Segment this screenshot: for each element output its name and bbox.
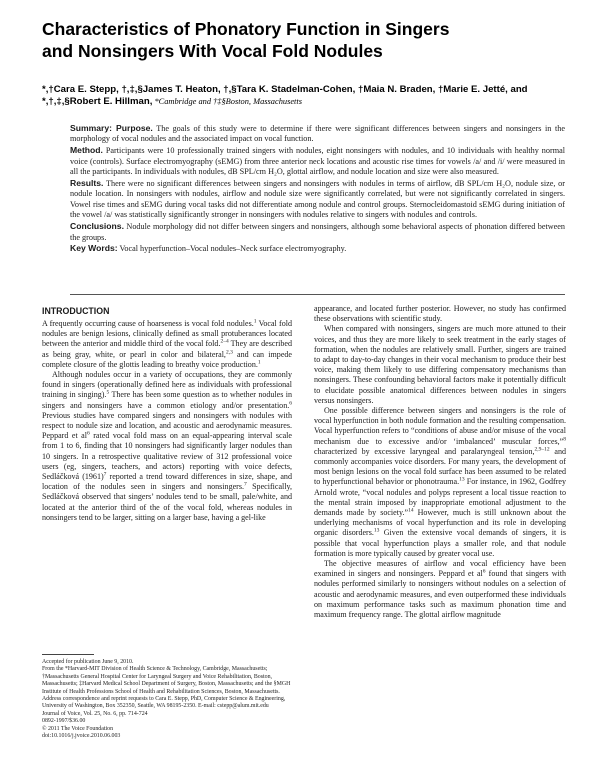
text-run: appearance, and located further posterior. However, no study has confirmed these observations with scientific study. [314,304,566,324]
results-text: There were no significant differences between singers and nonsingers with nodules in terms of airflow, dB SPL/cm H₂O, nodule size, or nodule location. In nonsingers with nodules, airflow and nodule size were significantly correlated, but were not significantly correlated in singers. Vowel rise times and sEMG during vocal tasks did not differentiate among nodule and control groups. Sternocleidomastoid sEMG during initiation of the vowel /a/ was statistically significantly stronger in nonsingers with nodules relative to singers with nodules and controls. [70,179,565,220]
text-run: Although nodules occur in a variety of occupations, they are commonly found in singers (operationally defined here as individuals with professional training in singing). [42,370,292,400]
footnote [42,654,292,740]
footnote-copyright: © 2011 The Voice Foundation [42,725,114,732]
text-run: When compared with nonsingers, singers are much more attuned to their voices, and thus they are more likely to seek treatment in the early stages of formation, when the nodules are relatively small. Further, singers are trained to adapt to day-to-day changes in their vocal mechanism to produce their best voice, making them likely to use differing compensatory mechanisms than nonsingers. These confounding behavioral factors make it potentially difficult to elucidate possible anatomical differences between nodules in singers versus nonsingers. [314,324,566,405]
text-run: Vocal fold nodules are benign lesions, clinically defined as small protuberances located between the anterior and middle third of the vocal fold. [42,319,292,349]
footnote-journal: Journal of Voice, Vol. 25, No. 6, pp. 714-724 [42,710,148,717]
title-line-2: and Nonsingers With Vocal Fold Nodules [42,41,383,61]
citation: 2,9–12 [534,446,550,453]
footnote-divider [42,654,94,655]
text-run: reported a trend toward differences in size, shape, and location of the nodules seen in singers and nonsingers. [42,472,292,492]
abstract-results [70,178,565,221]
text-run: For instance, in 1962, Godfrey Arnold wrote, “vocal nodules and polyps represent a local tissue reaction to the mental strain imposed by inappropriate emotional adjustment to the demands made by society.” [314,477,566,518]
paper-title [42,18,562,62]
citation: 6 [289,399,292,406]
abstract-divider [70,294,565,295]
footnote-issn: 0892-1997/$36.00 [42,718,86,725]
text-run: However, much is still unknown about the underlying mechanisms of vocal hyperfunction and its role in developing organic disorders. [314,508,567,538]
abstract-summary [70,123,565,145]
text-run: Given the extensive vocal demands of singers, it is possible that vocal hyperfunction plays a smaller role, and that nodule formation is more typically caused by greater vocal use. [314,528,566,558]
text-run: They are described as being gray, white, or pearl in color and bilateral, [42,339,292,359]
text-run: Specifically, Sedláčková observed that singers’ nodules tend to be small, pale/white, and located at the anterior third of the of the vocal fold, whereas nodules in nonsingers tend to be larger, sitting on a larger base, having a gel-like [42,482,293,522]
keywords-label: Key Words: [70,243,118,254]
text-run: Previous studies have compared singers and nonsingers with nodules with respect to nodule size and location, and acoustic and aerodynamic measures. Peppard et al [42,410,292,441]
footnote-doi: doi:10.1016/j.jvoice.2010.06.003 [42,733,121,740]
abstract-keywords [70,243,565,254]
paragraph [314,304,566,324]
citation: 14 [408,507,414,514]
title-line-1: Characteristics of Phonatory Function in Singers [42,19,450,39]
summary-label: Summary: Purpose. [70,123,153,133]
footnote-accepted: Accepted for publication June 9, 2010. [42,659,134,665]
citation: 7 [103,471,107,478]
citation: 13 [459,476,465,483]
section-heading: INTRODUCTION [42,306,110,316]
paragraph [314,324,566,406]
text-run: and commonly accompanies voice disorders. For many years, the development of most benign lesions on the vocal fold surface has been assumed to be related to hyperfunctional behavior or phonotrauma. [314,446,566,487]
citation: 7 [244,481,247,488]
text-run: found that singers with nodules performed similarly to nonsingers without nodules on a selection of acoustic and aerodynamic measures, and even outperformed these individuals on maximum performance tasks such as maximum phonation time and maximum frequency range. The glottal airflow magnitude [314,569,566,620]
citation: 5 [106,389,110,396]
abstract-conclusions [70,221,565,243]
text-run: rated vocal fold mass on an equal-appearing interval scale from 1 to 6, finding that 10 nonsingers had significantly larger nodules than 10 singers. In a retrospective qualitative review of 312 professional voice users (eg, singers, teachers, and actors) reporting with voice defects, Sedláčková (1961) [42,431,292,482]
authors-names: *,†Cara E. Stepp, †,‡,§James T. Heaton, †,§Tara K. Stadelman-Cohen, †Maia N. Braden, †Marie E. Jetté, and *,†,‡,§Robert E. Hillman, [42,84,528,107]
citation: 2,3 [225,348,233,355]
results-label: Results. [70,178,104,189]
keywords-text: Vocal hyperfunction–Vocal nodules–Neck surface electromyography. [117,244,347,254]
text-run: characterized by excessive laryngeal and paralaryngeal tension, [314,446,535,456]
text-run: and can impede complete closure of the glottis leading to breathy voice production. [42,349,292,369]
text-run: The objective measures of airflow and vocal efficiency have been examined in singers and nonsingers. Peppard et al [314,559,566,579]
text-run: A frequently occurring cause of hoarseness is vocal fold nodules. [42,319,254,328]
citation: 8 [563,435,566,442]
abstract-method [70,145,565,177]
citation: 1 [253,318,257,325]
author-list [42,84,572,108]
paragraph [42,319,292,370]
footnote-correspondence: Address correspondence and reprint requests to Cara E. Stepp, PhD, Computer Science & Engineering, University of Washington, Box 352350, Seattle, WA 98195-2350. E-mail: cstepp@alum.mit.edu [42,696,286,710]
abstract [70,123,565,255]
body-column-right [314,304,566,620]
conclusions-text: Nodule morphology did not differ between singers and nonsingers, although some behavioral aspects of phonation differed between the groups. [70,222,565,242]
citation: 2–4 [220,338,229,345]
method-label: Method. [70,145,103,156]
citation: 1 [257,359,261,366]
method-text: Participants were 10 professionally trained singers with nodules, eight nonsingers with nodules, and 10 individuals with healthy normal voice (controls). Surface electromyography (sEMG) from three anterior neck locations and acoustic rise times for vowels /a/ and /i/ were measured in all the participants. In individuals with nodules, dB SPL/cm H₂O, glottal airflow, and nodule location and size were also measured. [70,146,565,177]
paragraph [314,406,566,559]
footnote-affiliations: From the *Harvard-MIT Division of Health Science & Technology, Cambridge, Massachusetts; †Massachusetts General Hospital Center for Laryngeal Surgery and Voice Rehabilitation, Boston, Massachusetts; ‡Harvard Medical School Department of Surgery, Boston, Massachusetts; and the §MGH Institute of Health Professions School of Health and Rehabilitation Sciences, Boston, Massachusetts. [42,666,291,695]
citation: 13 [373,527,380,534]
body-column-left [42,306,292,523]
conclusions-label: Conclusions. [70,221,124,232]
paragraph [42,370,292,523]
paragraph [314,559,566,620]
authors-affiliation: *Cambridge and †‡§Boston, Massachusetts [152,97,302,106]
citation: 6 [87,430,90,437]
text-run: There has been some question as to whether nodules in singers and nonsingers have a common etiology and/or presentation. [42,390,293,410]
summary-text: The goals of this study were to determine if there were significant differences between singers and nonsingers in the morphology of vocal nodules and the associated impact on vocal function. [70,124,565,144]
citation: 6 [482,568,486,575]
text-run: One possible difference between singers and nonsingers is the role of vocal hyperfunction in both nodule formation and the resulting compensation. Vocal hyperfunction refers to “conditions of abuse and/or misuse of the vocal mechanism due to excessive and/or ‘imbalanced’ muscular forces,” [314,406,566,446]
